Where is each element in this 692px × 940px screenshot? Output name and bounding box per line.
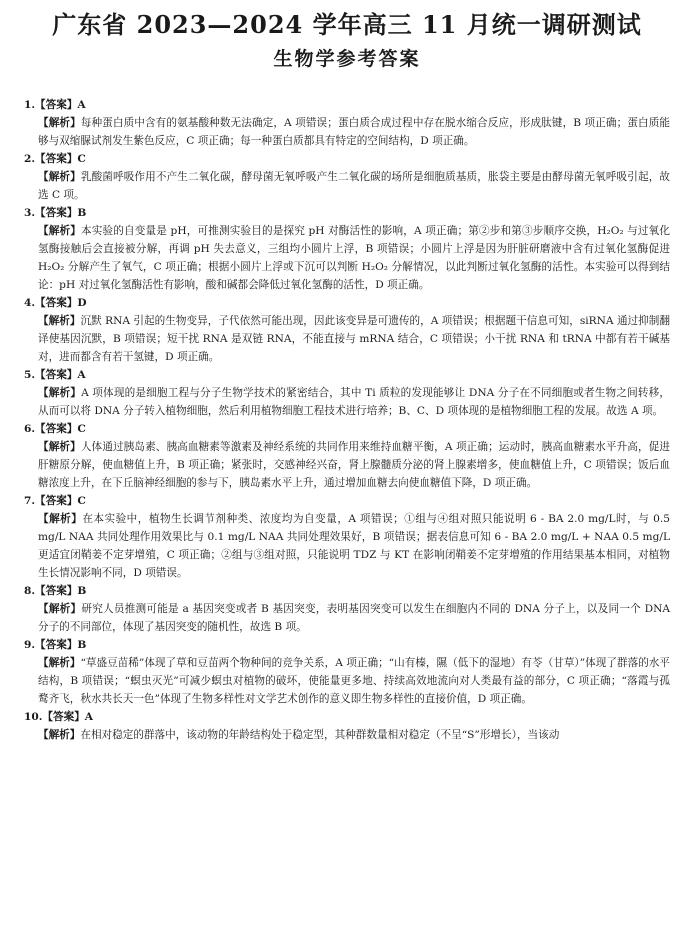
analysis-content: 每种蛋白质中含有的氨基酸种数无法确定，A 项错误；蛋白质合成过程中存在脱水缩合反应，形成肽键，B 项正确；蛋白质能够与双缩脲试剂发生紫色反应，C 项正确；每一种蛋白质都具有特定的空间结构，D 项正确。 (38, 117, 671, 147)
answer-key: 9.【答案】B (24, 639, 87, 651)
analysis-content: 乳酸菌呼吸作用不产生二氧化碳，酵母菌无氧呼吸产生二氧化碳的场所是细胞质基质，胀袋主要是由酵母菌无氧呼吸引起，故选 C 项。 (38, 171, 670, 201)
analysis-text (24, 114, 670, 150)
answer-key: 1.【答案】A (24, 99, 86, 111)
answer-key: 4.【答案】D (24, 297, 87, 309)
analysis-content: 沉默 RNA 引起的生物变异，子代依然可能出现，因此该变异是可遗传的，A 项错误；根据题干信息可知，siRNA 通过抑制翻译使基因沉默，B 项错误；短干扰 RNA 是双链 RNA，不能直接与 mRNA 结合，C 项错误；小干扰 RNA 和 tRNA 中都有若干碱基对，进而都含有若干氢键，D 项正确。 (38, 315, 671, 363)
analysis-text (24, 312, 670, 366)
answer-item-7 (24, 492, 670, 582)
analysis-text (24, 168, 670, 204)
answer-item-1 (24, 96, 670, 150)
analysis-text (24, 222, 670, 294)
answer-key: 5.【答案】A (24, 369, 86, 381)
page-title: 广东省 2023—2024 学年高三 11 月统一调研测试 (52, 10, 642, 39)
analysis-content: 研究人员推测可能是 a 基因突变或者 B 基因突变，表明基因突变可以发生在细胞内不同的 DNA 分子上，以及同一个 DNA 分子的不同部位，体现了基因突变的随机性，故选 B 项。 (38, 603, 671, 633)
analysis-content: 本实验的自变量是 pH，可推测实验目的是探究 pH 对酶活性的影响，A 项正确；第②步和第③步顺序交换，H₂O₂ 与过氧化氢酶接触后会直接被分解，再调 pH 失去意义，三组均小圆片上浮，B 项错误；小圆片上浮是因为肝脏研磨液中含有过氧化氢酶促进 H₂O₂ 分解产生了氧气，C 项正确；根据小圆片上浮或下沉可以判断 H₂O₂ 分解情况，以此判断过氧化氢酶的活性。本实验可以得到结论：pH 对过氧化氢酶活性有影响，酸和碱都会降低过氧化氢酶的活性，D 项正确。 (38, 225, 671, 291)
analysis-text (24, 384, 670, 420)
analysis-tag: 【解析】 (38, 513, 83, 525)
analysis-tag: 【解析】 (38, 315, 81, 327)
analysis-text (24, 726, 670, 744)
answer-item-3 (24, 204, 670, 294)
answer-key: 3.【答案】B (24, 207, 87, 219)
analysis-tag: 【解析】 (38, 657, 81, 669)
analysis-content: A 项体现的是细胞工程与分子生物学技术的紧密结合，其中 Ti 质粒的发现能够让 DNA 分子在不同细胞或者生物之间转移，从而可以将 DNA 分子转入植物细胞，然后利用植物细胞工程技术进行培养；B、C、D 项体现的是植物细胞工程的发展。故选 A 项。 (38, 387, 670, 417)
answer-key: 6.【答案】C (24, 423, 86, 435)
analysis-tag: 【解析】 (38, 729, 81, 741)
analysis-text (24, 600, 670, 636)
analysis-text (24, 438, 670, 492)
analysis-tag: 【解析】 (38, 117, 81, 129)
analysis-content: “草盛豆苗稀”体现了草和豆苗两个物种间的竞争关系，A 项正确；“山有榛，隰（低下的湿地）有苓（甘草）”体现了群落的水平结构，B 项错误；“螟虫灭光”可减少螟虫对植物的破坏，使能量更多地、持续高效地流向对人类最有益的部分，C 项正确；“落霞与孤鹜齐飞，秋水共长天一色”体现了生物多样性对文学艺术创作的意义即生物多样性的直接价值，D 项正确。 (38, 657, 670, 705)
answer-list (24, 96, 670, 744)
analysis-content: 人体通过胰岛素、胰高血糖素等激素及神经系统的共同作用来维持血糖平衡，A 项正确；运动时，胰高血糖素水平升高，促进肝糖原分解，使血糖值上升，B 项正确；紧张时，交感神经兴奋，肾上腺髓质分泌的肾上腺素增多，使血糖值上升，C 项错误；饭后血糖浓度上升，在下丘脑神经细胞的参与下，胰岛素水平上升，通过增加血糖去向使血糖值下降，D 项正确。 (38, 441, 670, 489)
answer-item-9 (24, 636, 670, 708)
answer-key: 2.【答案】C (24, 153, 86, 165)
analysis-tag: 【解析】 (38, 387, 82, 399)
analysis-tag: 【解析】 (38, 603, 82, 615)
answer-key: 8.【答案】B (24, 585, 87, 597)
answer-item-10 (24, 708, 670, 744)
analysis-text (24, 510, 670, 582)
answer-key: 7.【答案】C (24, 495, 86, 507)
answer-item-4 (24, 294, 670, 366)
answer-key: 10.【答案】A (24, 711, 94, 723)
answer-item-6 (24, 420, 670, 492)
answer-item-2 (24, 150, 670, 204)
answer-item-8 (24, 582, 670, 636)
analysis-tag: 【解析】 (38, 441, 81, 453)
answer-item-5 (24, 366, 670, 420)
analysis-tag: 【解析】 (38, 225, 82, 237)
analysis-tag: 【解析】 (38, 171, 81, 183)
analysis-content: 在相对稳定的群落中，该动物的年龄结构处于稳定型，其种群数量相对稳定（不呈“S”形增长），当该动 (80, 729, 560, 741)
page-subtitle: 生物学参考答案 (273, 48, 421, 70)
analysis-text (24, 654, 670, 708)
analysis-content: 在本实验中，植物生长调节剂种类、浓度均为自变量，A 项错误；①组与④组对照只能说明 6 - BA 2.0 mg/L时，与 0.5 mg/L NAA 共同处理作用效果比与 0.1 mg/L NAA 共同处理效果好，B 项错误；据表信息可知 6 - BA 2.0 mg/L + NAA 0.5 mg/L 更适宜闭鞘姜不定芽增殖，C 项正确；②组与③组对照，只能说明 TDZ 与 KT 在影响闭鞘姜不定芽增殖的作用结果基本相同，对植物生长情况影响不同，D 项错误。 (38, 513, 670, 579)
